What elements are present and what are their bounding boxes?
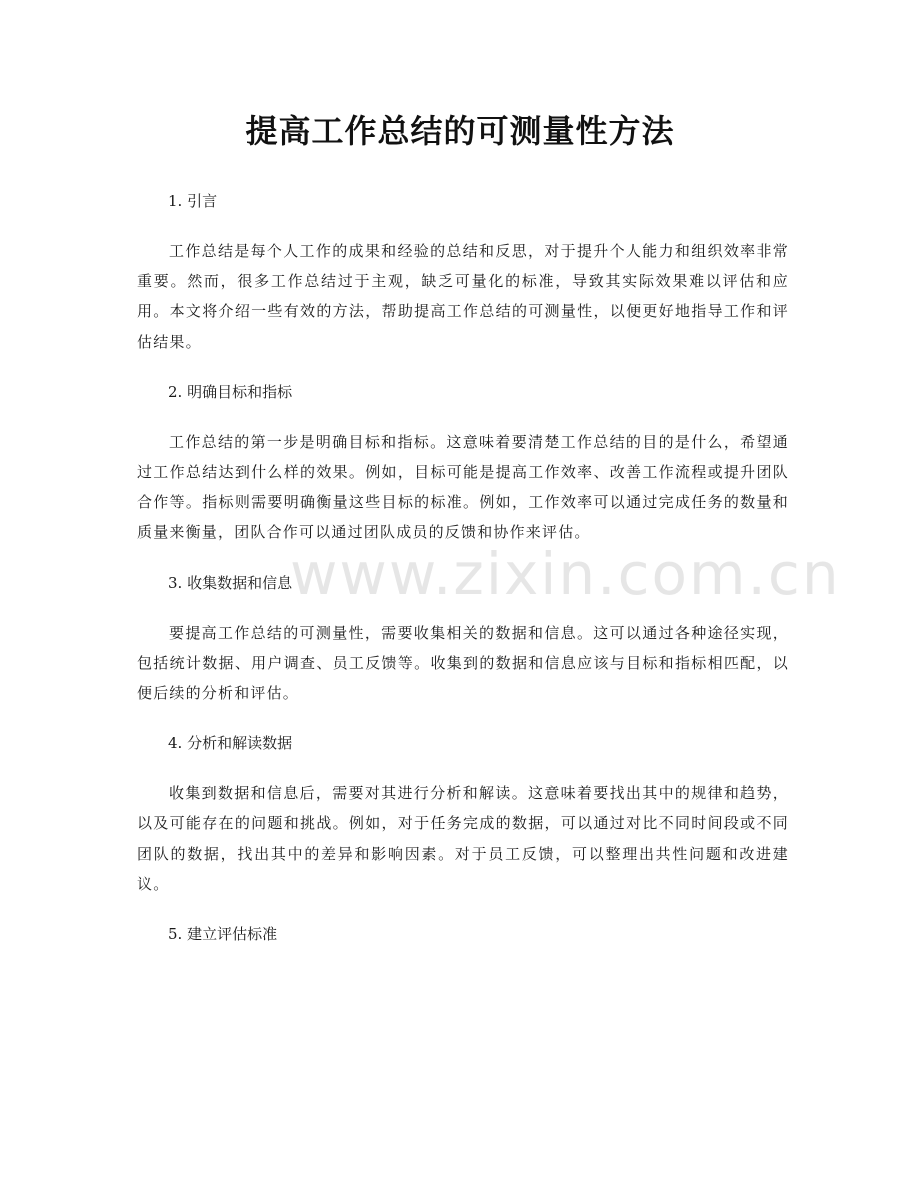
section-evaluation-standards (137, 919, 789, 949)
section-paragraph: 工作总结是每个人工作的成果和经验的总结和反思，对于提升个人能力和组织效率非常重要。然而，很多工作总结过于主观，缺乏可量化的标准，导致其实际效果难以评估和应用。本文将介绍一些有效的方法，帮助提高工作总结的可测量性，以便更好地指导工作和评估结果。 (137, 242, 789, 351)
section-heading: 5. 建立评估标准 (168, 925, 278, 944)
section-introduction (137, 186, 789, 357)
section-paragraph: 收集到数据和信息后，需要对其进行分析和解读。这意味着要找出其中的规律和趋势，以及可能存在的问题和挑战。例如，对于任务完成的数据，可以通过对比不同时间段或不同团队的数据，找出其中的差异和影响因素。对于员工反馈，可以整理出共性问题和改进建议。 (137, 784, 789, 893)
document-title: 提高工作总结的可测量性方法 (245, 112, 675, 150)
watermark: www.zixin.com.cn (290, 540, 841, 608)
document-body (137, 186, 789, 969)
section-heading: 4. 分析和解读数据 (168, 734, 293, 753)
section-collect-data (137, 568, 789, 709)
section-paragraph: 工作总结的第一步是明确目标和指标。这意味着要清楚工作总结的目的是什么，希望通过工作总结达到什么样的效果。例如，目标可能是提高工作效率、改善工作流程或提升团队合作等。指标则需要明确衡量这些目标的标准。例如，工作效率可以通过完成任务的数量和质量来衡量，团队合作可以通过团队成员的反馈和协作来评估。 (137, 432, 789, 542)
section-heading: 2. 明确目标和指标 (168, 382, 293, 401)
section-analyze-data (137, 728, 789, 899)
section-heading: 3. 收集数据和信息 (168, 573, 293, 592)
section-goals-and-metrics (137, 377, 789, 548)
section-paragraph: 要提高工作总结的可测量性，需要收集相关的数据和信息。这可以通过各种途径实现，包括统计数据、用户调查、员工反馈等。收集到的数据和信息应该与目标和指标相匹配，以便后续的分析和评估。 (137, 623, 789, 703)
section-heading: 1. 引言 (168, 192, 218, 210)
